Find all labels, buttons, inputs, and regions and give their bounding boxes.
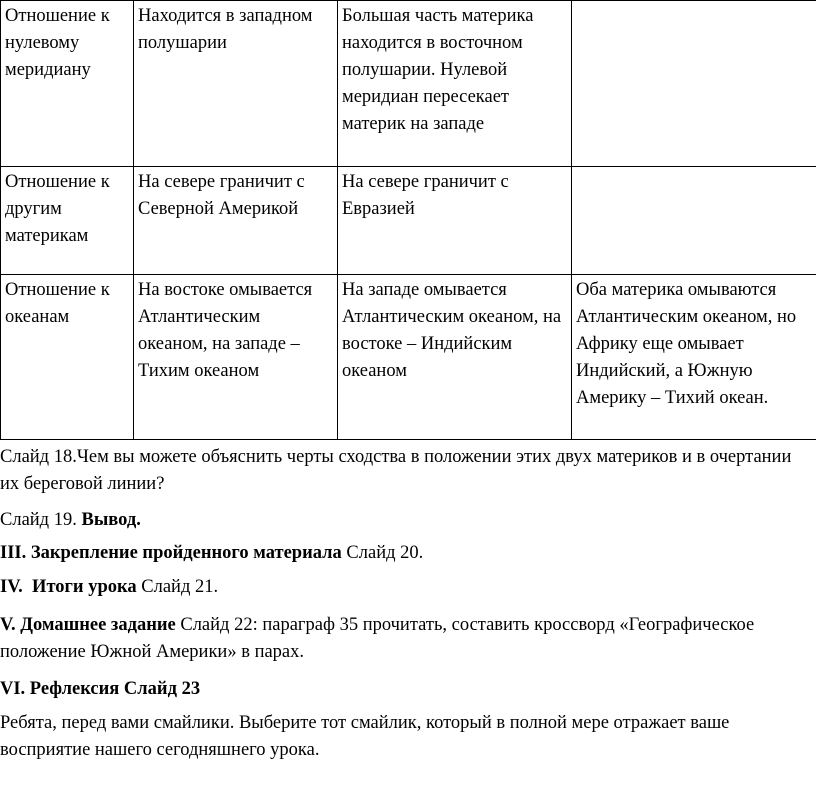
slide19-title: Вывод. (81, 510, 141, 530)
section-4 (0, 574, 812, 601)
section-6-title (0, 676, 812, 703)
table-row (1, 275, 816, 440)
table-cell: Находится в западном полушарии (134, 1, 338, 167)
table-cell (572, 167, 816, 275)
section-4-text: Слайд 21. (136, 577, 219, 597)
table-cell: На севере граничит с Евразией (338, 167, 572, 275)
table-cell: Отношение к океанам (1, 275, 134, 440)
section-3-text: Слайд 20. (341, 543, 424, 563)
section-4-title: IV. Итоги урока (0, 577, 137, 597)
section-5-homework (0, 612, 812, 666)
slide19-prefix: Слайд 19. (0, 510, 82, 530)
slide18-question: Слайд 18.Чем вы можете объяснить черты сходства в положении этих двух материков и в очертании их береговой линии? (0, 447, 792, 494)
section-3-title: III. Закрепление пройденного материала (0, 543, 342, 563)
section-5-text: Слайд 22: параграф 35 прочитать, составить кроссворд «Географическое положение Южной Америки» в парах. (0, 615, 755, 662)
section-5-title: V. Домашнее задание (0, 615, 176, 635)
section-3 (0, 540, 812, 567)
table-cell: Отношение к другим материкам (1, 167, 134, 275)
table-cell (572, 1, 816, 167)
closing-paragraph: Ребята, перед вами смайлики. Выберите тот смайлик, который в полной мере отражает ваше восприятие нашего сегодняшнего урока. (0, 713, 730, 760)
table-cell: Оба материка омываются Атлантическим океаном, но Африку еще омывает Индийский, а Южную Америку – Тихий океан. (572, 275, 816, 440)
table-cell: На западе омывается Атлантическим океаном, на востоке – Индийским океаном (338, 275, 572, 440)
section-6-title-text: VI. Рефлексия Слайд 23 (0, 679, 201, 699)
table-cell: Отношение к нулевому меридиану (1, 1, 134, 167)
slide19-conclusion (0, 507, 812, 534)
table-cell: На севере граничит с Северной Америкой (134, 167, 338, 275)
table-row (1, 167, 816, 275)
table-cell: На востоке омывается Атлантическим океаном, на западе – Тихим океаном (134, 275, 338, 440)
table-row (1, 1, 816, 167)
table-cell: Большая часть материка находится в восточном полушарии. Нулевой меридиан пересекает материк на западе (338, 1, 572, 167)
